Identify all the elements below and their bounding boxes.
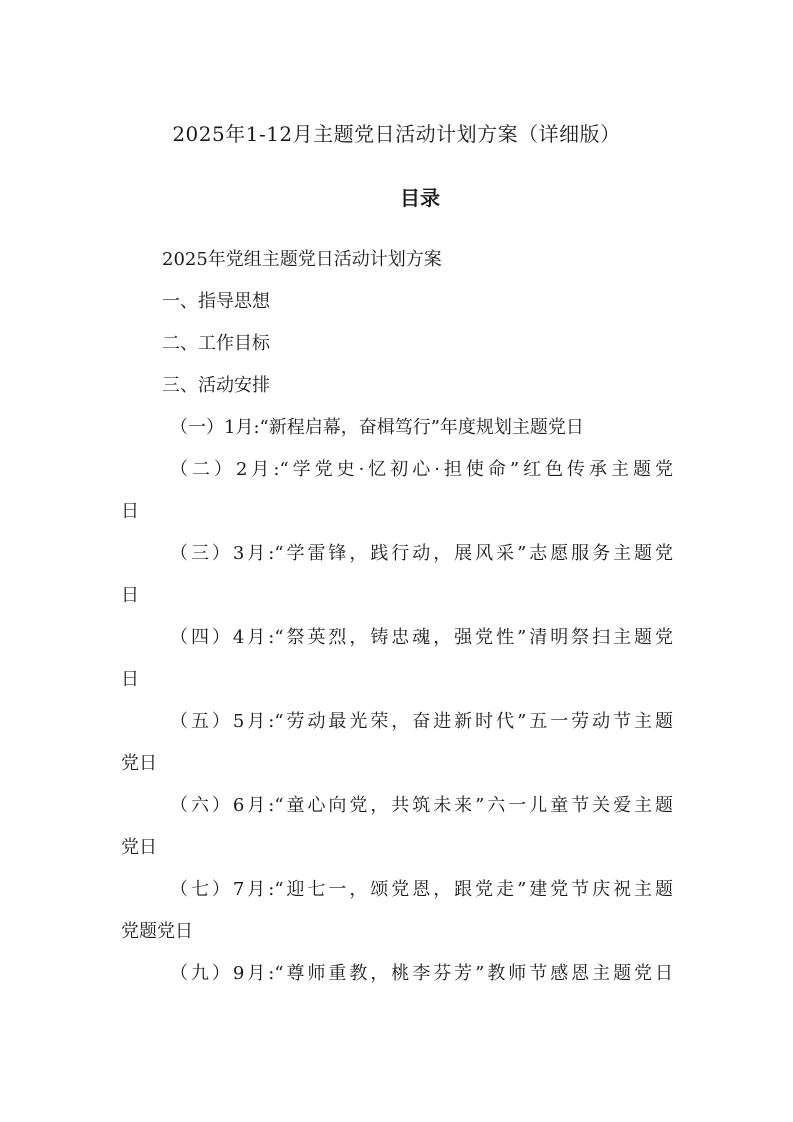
toc-item-march[interactable] bbox=[121, 540, 673, 624]
toc-section-title[interactable]: 2025年党组主题党日活动计划方案 bbox=[162, 249, 442, 270]
document-title: 2025年1-12月主题党日活动计划方案（详细版） bbox=[172, 122, 621, 146]
toc-item-text: （九）9月:“尊师重教，桃李芬芳”教师节感恩主题党日 bbox=[170, 963, 673, 984]
toc-item-text-continued: 党日 bbox=[121, 753, 157, 774]
toc-item-february[interactable] bbox=[121, 456, 673, 540]
toc-item-text: （五）5月:“劳动最光荣，奋进新时代”五一劳动节主题 bbox=[170, 711, 673, 732]
toc-item-text-continued: 党题党日 bbox=[121, 921, 193, 942]
toc-item-text: （一）1月:“新程启幕，奋楫笃行”年度规划主题党日 bbox=[170, 417, 584, 438]
toc-item-july[interactable] bbox=[121, 876, 673, 960]
toc-heading: 目录 bbox=[400, 186, 440, 210]
toc-item-april[interactable] bbox=[121, 624, 673, 708]
table-of-contents bbox=[121, 246, 673, 1002]
toc-item-september[interactable] bbox=[121, 960, 673, 1002]
toc-item-text: （六）6月:“童心向党，共筑未来”六一儿童节关爱主题 bbox=[170, 795, 673, 816]
toc-item-text: （二）2月:“学党史·忆初心·担使命”红色传承主题党 bbox=[170, 459, 673, 480]
toc-part-work-goals[interactable]: 二、工作目标 bbox=[162, 333, 270, 354]
toc-item-text: （七）7月:“迎七一，颂党恩，跟党走”建党节庆祝主题 bbox=[170, 879, 673, 900]
toc-item-text: （三）3月:“学雷锋，践行动，展风采”志愿服务主题党 bbox=[170, 543, 673, 564]
toc-item-text: （四）4月:“祭英烈，铸忠魂，强党性”清明祭扫主题党 bbox=[170, 627, 673, 648]
toc-item-may[interactable] bbox=[121, 708, 673, 792]
toc-item-text-continued: 日 bbox=[121, 585, 139, 606]
toc-item-june[interactable] bbox=[121, 792, 673, 876]
toc-item-text-continued: 党日 bbox=[121, 837, 157, 858]
toc-part-activity-arrangement[interactable]: 三、活动安排 bbox=[162, 375, 270, 396]
toc-item-january[interactable] bbox=[121, 414, 673, 456]
toc-item-text-continued: 日 bbox=[121, 669, 139, 690]
toc-item-text-continued: 日 bbox=[121, 501, 139, 522]
toc-part-guiding-ideology[interactable]: 一、指导思想 bbox=[162, 291, 270, 312]
